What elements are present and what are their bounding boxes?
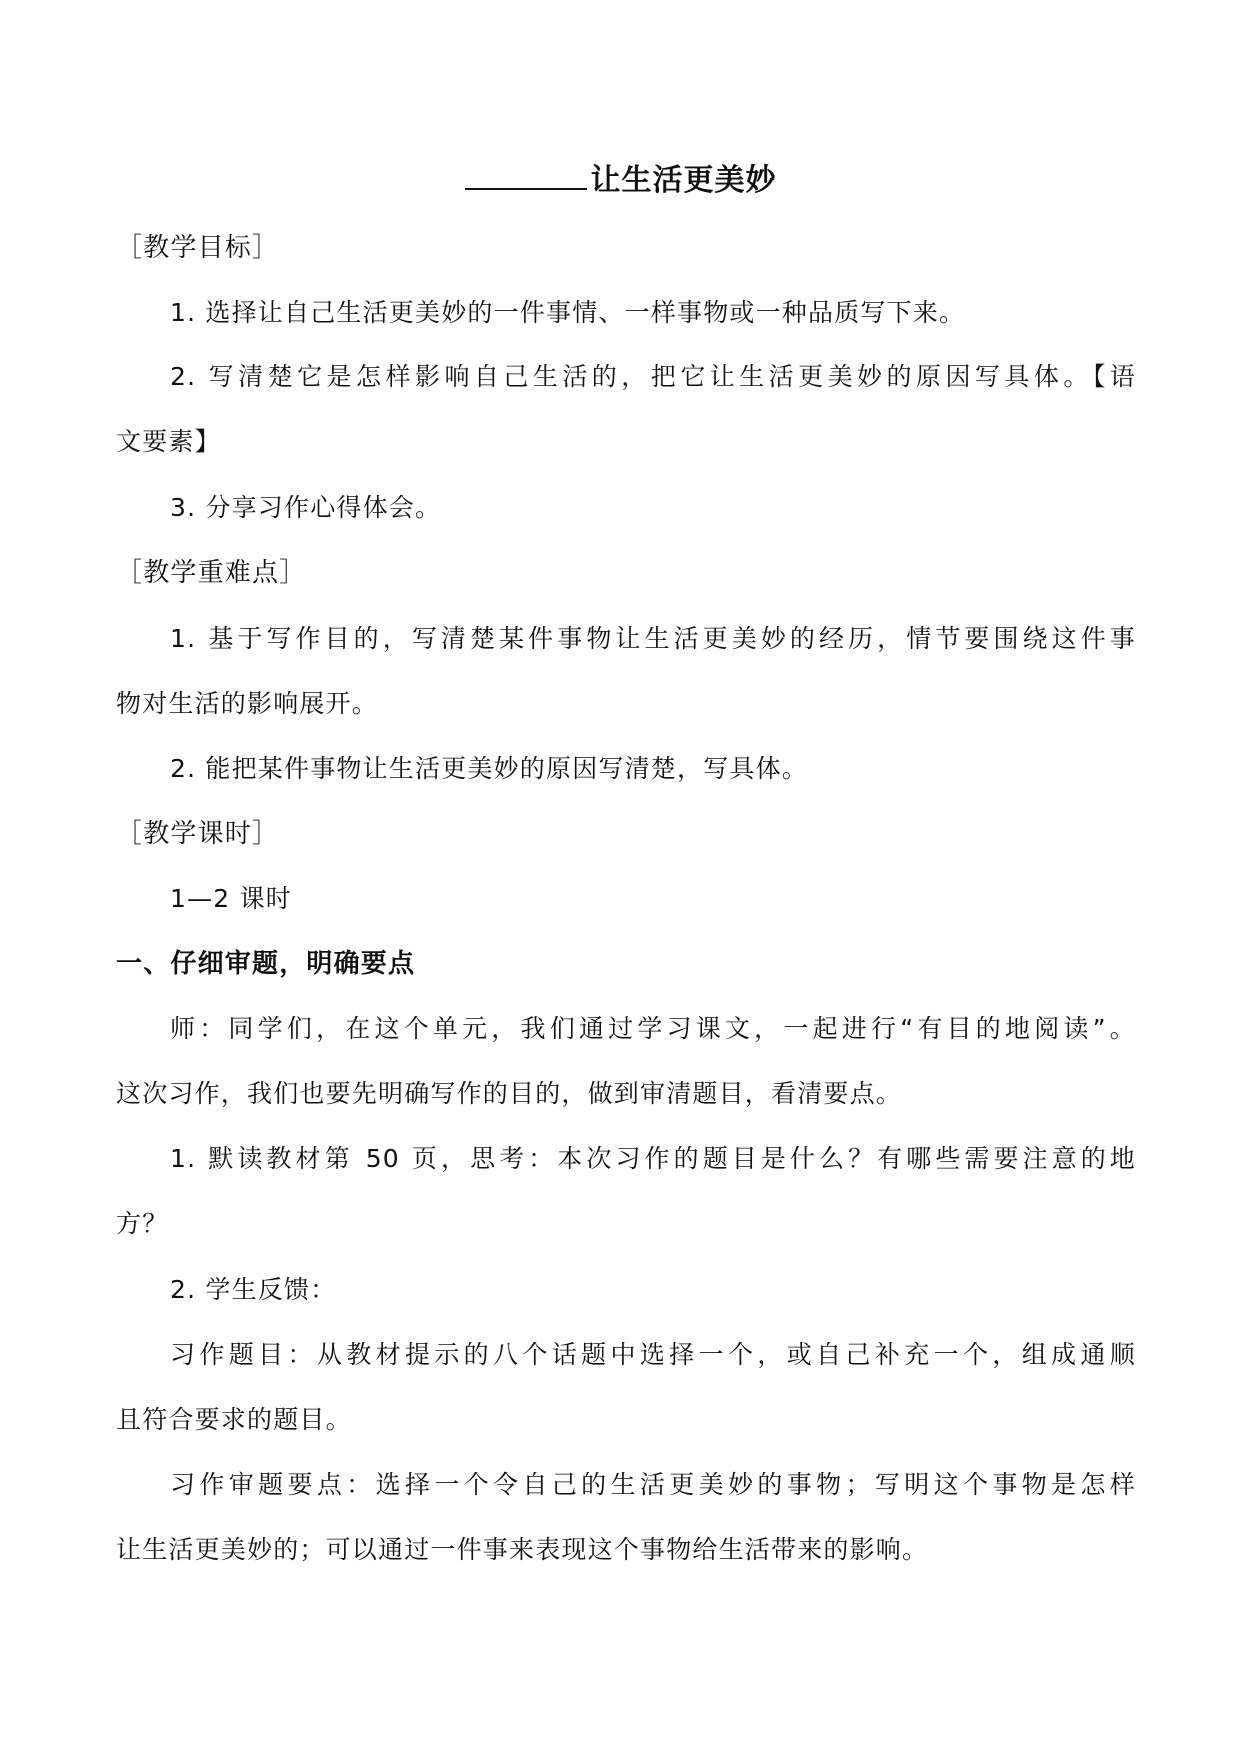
title-text: 让生活更美妙 <box>590 163 777 198</box>
difficulty-item-2: 2. 能把某件事物让生活更美妙的原因写清楚，写具体。 <box>170 754 809 783</box>
difficulty-item-1-line-2: 物对生活的影响展开。 <box>116 689 379 718</box>
part1-para-1-line-1: 师：同学们，在这个单元，我们通过学习课文，一起进行“有目的地阅读”。 <box>170 1014 1136 1043</box>
part1-para-4-line-2: 且符合要求的题目。 <box>116 1405 352 1434</box>
goal-item-2-line-1: 2. 写清楚它是怎样影响自己生活的，把它让生活更美妙的原因写具体。【语 <box>170 362 1136 391</box>
part1-heading: 一、仔细审题，明确要点 <box>116 949 416 979</box>
document-title <box>0 160 1241 201</box>
part1-para-2-line-1: 1. 默读教材第 50 页，思考：本次习作的题目是什么？有哪些需要注意的地 <box>170 1144 1136 1173</box>
goal-item-1: 1. 选择让自己生活更美妙的一件事情、一样事物或一种品质写下来。 <box>170 298 966 327</box>
goals-heading: ［教学目标］ <box>116 233 280 263</box>
part1-para-5-line-1: 习作审题要点：选择一个令自己的生活更美妙的事物；写明这个事物是怎样 <box>170 1470 1136 1499</box>
goal-item-3: 3. 分享习作心得体会。 <box>170 493 442 522</box>
part1-para-2-line-2: 方？ <box>116 1209 169 1238</box>
goal-item-2-line-2: 文要素】 <box>116 427 221 456</box>
part1-para-1-line-2: 这次习作，我们也要先明确写作的目的，做到审清题目，看清要点。 <box>116 1079 903 1108</box>
period-value: 1—2 课时 <box>170 884 292 913</box>
difficulty-item-1-line-1: 1. 基于写作目的，写清楚某件事物让生活更美妙的经历，情节要围绕这件事 <box>170 624 1136 653</box>
part1-para-5-line-2: 让生活更美妙的；可以通过一件事来表现这个事物给生活带来的影响。 <box>116 1535 929 1564</box>
title-blank-line <box>465 160 587 190</box>
part1-para-4-line-1: 习作题目：从教材提示的八个话题中选择一个，或自己补充一个，组成通顺 <box>170 1340 1136 1369</box>
period-heading: ［教学课时］ <box>116 819 280 849</box>
part1-para-3: 2. 学生反馈： <box>170 1275 337 1304</box>
difficulty-heading: ［教学重难点］ <box>116 558 307 588</box>
